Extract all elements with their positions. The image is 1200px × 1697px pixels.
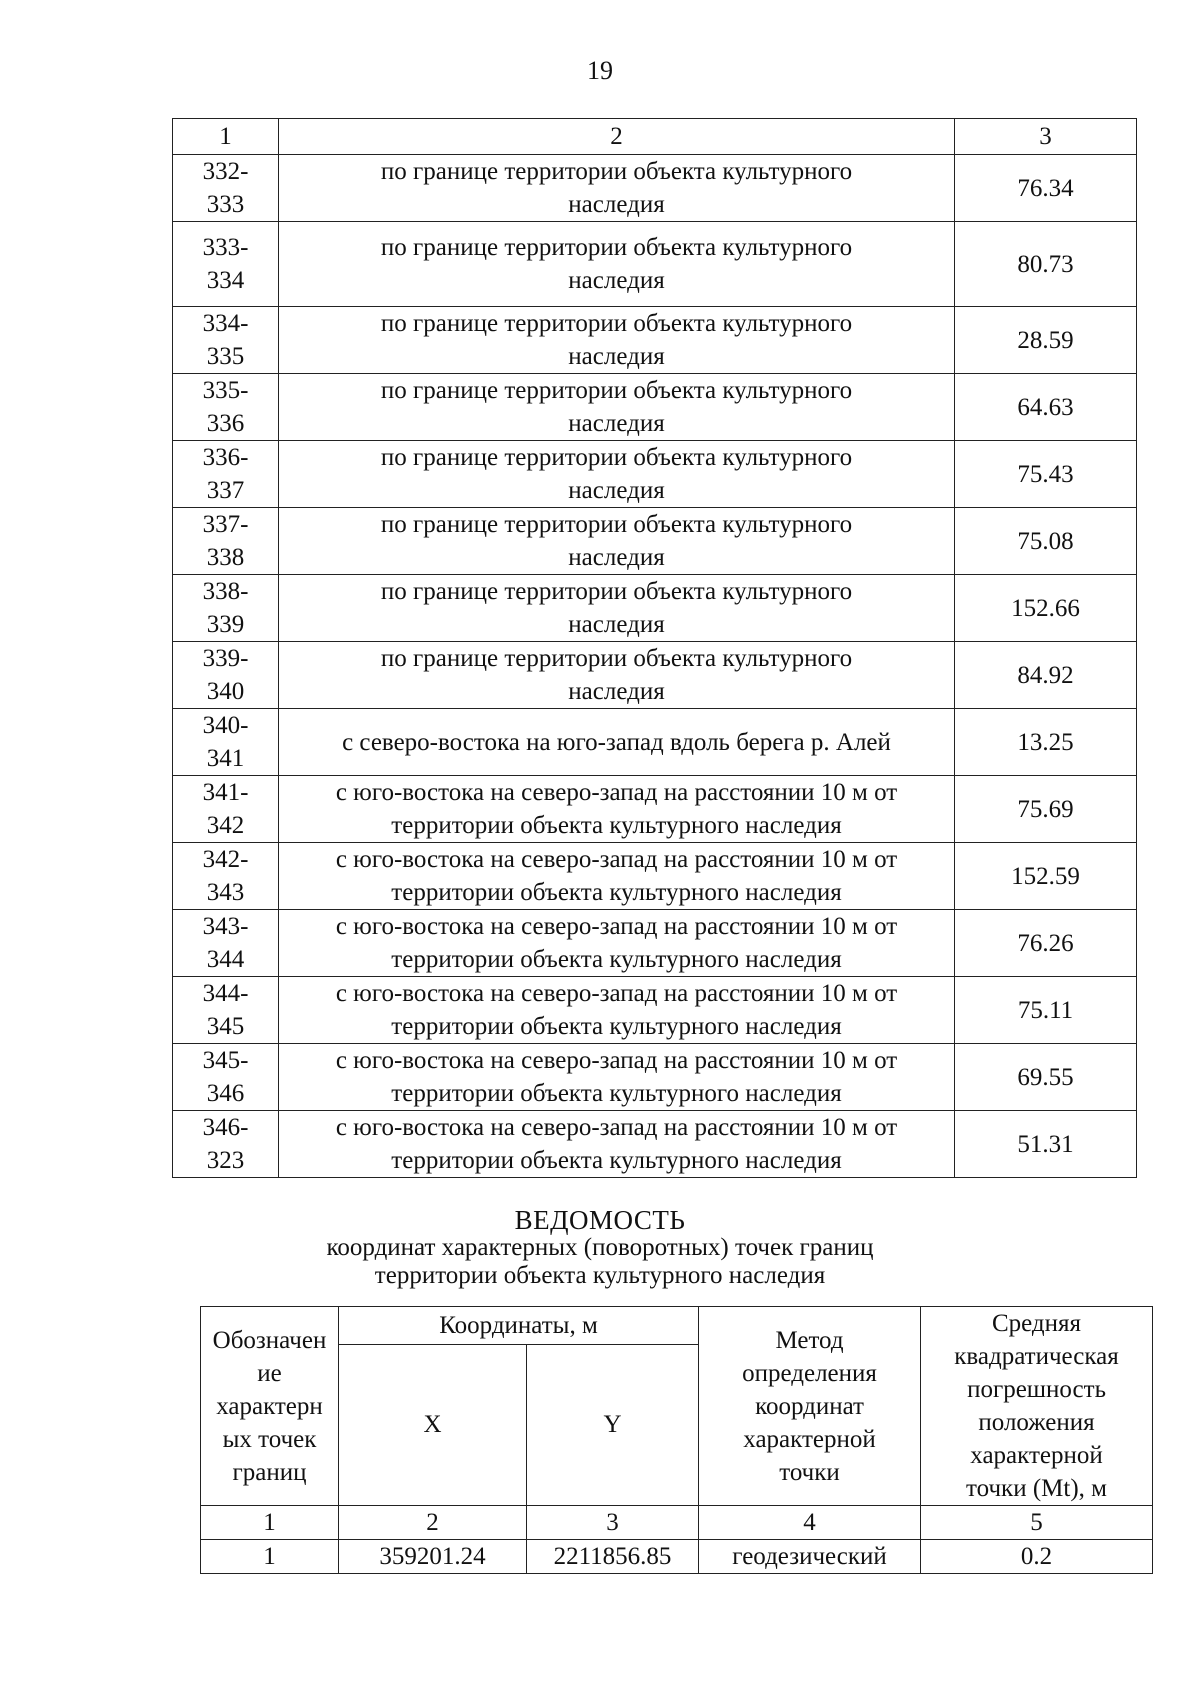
segment-point-label: 342 [206, 812, 245, 839]
segment-length-cell: 69.55 [955, 1044, 1137, 1111]
segment-description-cell [279, 977, 955, 1044]
segment-point-label: 334- [202, 310, 249, 337]
segment-length-cell: 75.11 [955, 977, 1137, 1044]
segment-description-line: по границе территории объекта культурного [380, 444, 853, 471]
segment-point-label: 338 [206, 544, 245, 571]
table-row [173, 307, 1137, 374]
column-numbers-row [201, 1506, 1153, 1540]
segment-description-cell [279, 508, 955, 575]
segment-description-line: с юго-востока на северо-запад на расстоянии 10 м от [335, 779, 898, 806]
column-number: 5 [921, 1506, 1153, 1540]
segment-description-line: по границе территории объекта культурного [380, 377, 853, 404]
table-row [201, 1540, 1153, 1574]
statement-title-block [0, 1206, 1200, 1290]
header-line: Метод [775, 1326, 844, 1354]
segment-description-cell [279, 1044, 955, 1111]
table-header-row [173, 119, 1137, 155]
segment-description-cell [279, 441, 955, 508]
table-row [173, 977, 1137, 1044]
segments-table [172, 118, 1137, 1178]
segment-description-cell [279, 843, 955, 910]
header-line: точки [779, 1458, 840, 1486]
x-cell: 359201.24 [339, 1540, 527, 1574]
error-cell: 0.2 [921, 1540, 1153, 1574]
segment-description-line: по границе территории объекта культурного [380, 511, 853, 538]
segment-points-cell [173, 1044, 279, 1111]
statement-subtitle-line: координат характерных (поворотных) точек границ [326, 1234, 874, 1261]
segment-length-cell: 152.66 [955, 575, 1137, 642]
table-row [173, 1044, 1137, 1111]
segment-point-label: 342- [202, 846, 249, 873]
segment-point-label: 335 [206, 343, 245, 370]
segment-description-line: территории объекта культурного наследия [391, 1147, 842, 1174]
segment-point-label: 323 [206, 1147, 245, 1174]
segment-points-cell [173, 977, 279, 1044]
segment-points-cell [173, 441, 279, 508]
header-line: ие [257, 1359, 282, 1387]
header-line: характерн [216, 1392, 323, 1420]
segment-description-cell [279, 307, 955, 374]
segment-description-line: по границе территории объекта культурного [380, 234, 853, 261]
segment-description-cell [279, 155, 955, 222]
segment-description-cell [279, 910, 955, 977]
segment-description-line: наследия [568, 267, 665, 294]
segment-description-cell [279, 1111, 955, 1178]
column-number: 1 [201, 1506, 339, 1540]
segment-points-cell [173, 642, 279, 709]
designation-header [201, 1307, 339, 1506]
segment-length-cell: 152.59 [955, 843, 1137, 910]
segment-point-label: 332- [202, 158, 249, 185]
segment-length-cell: 13.25 [955, 709, 1137, 776]
table-row [173, 155, 1137, 222]
statement-subtitle-line: территории объекта культурного наследия [374, 1262, 826, 1289]
segment-point-label: 339- [202, 645, 249, 672]
segment-points-cell [173, 222, 279, 307]
coordinates-table [200, 1306, 1153, 1574]
column-number: 2 [279, 119, 955, 155]
header-line: ых точек [222, 1425, 317, 1453]
segment-point-label: 337 [206, 477, 245, 504]
segment-point-label: 333- [202, 234, 249, 261]
header-line: точки (Mt), м [966, 1475, 1107, 1502]
header-line: Обозначен [212, 1326, 327, 1354]
segment-point-label: 343 [206, 879, 245, 906]
method-header [699, 1307, 921, 1506]
segment-point-label: 346- [202, 1114, 249, 1141]
segment-length-cell: 64.63 [955, 374, 1137, 441]
segment-description-cell [279, 709, 955, 776]
y-header: Y [527, 1344, 699, 1505]
segment-point-label: 340 [206, 678, 245, 705]
segment-point-label: 341 [206, 745, 245, 772]
segment-point-label: 344- [202, 980, 249, 1007]
segment-length-cell: 51.31 [955, 1111, 1137, 1178]
segment-points-cell [173, 575, 279, 642]
table-row [173, 843, 1137, 910]
segment-point-label: 338- [202, 578, 249, 605]
x-header: X [339, 1344, 527, 1505]
segment-point-label: 333 [206, 191, 245, 218]
column-number: 4 [699, 1506, 921, 1540]
segment-description-line: с юго-востока на северо-запад на расстоянии 10 м от [335, 980, 898, 1007]
header-line: характерной [970, 1442, 1103, 1469]
segment-length-cell: 75.43 [955, 441, 1137, 508]
segment-description-line: наследия [568, 343, 665, 370]
table-row [173, 575, 1137, 642]
segment-description-line: с северо-востока на юго-запад вдоль берега р. Алей [342, 728, 891, 756]
segment-description-line: по границе территории объекта культурного [380, 645, 853, 672]
segment-description-cell [279, 575, 955, 642]
segment-point-label: 336- [202, 444, 249, 471]
table-row [173, 441, 1137, 508]
header-line: границ [232, 1458, 307, 1486]
segment-description-line: территории объекта культурного наследия [391, 1080, 842, 1107]
header-line: характерной [743, 1425, 876, 1453]
segment-points-cell [173, 776, 279, 843]
segment-length-cell: 28.59 [955, 307, 1137, 374]
table-row [173, 1111, 1137, 1178]
segment-points-cell [173, 374, 279, 441]
segment-description-line: по границе территории объекта культурного [380, 578, 853, 605]
segment-description-line: наследия [568, 191, 665, 218]
segment-point-label: 340- [202, 712, 249, 739]
table-row [173, 508, 1137, 575]
column-number: 1 [173, 119, 279, 155]
segment-points-cell [173, 508, 279, 575]
segment-description-line: территории объекта культурного наследия [391, 946, 842, 973]
segment-length-cell: 80.73 [955, 222, 1137, 307]
method-cell: геодезический [699, 1540, 921, 1574]
segment-point-label: 344 [206, 946, 245, 973]
column-number: 2 [339, 1506, 527, 1540]
header-line: положения [978, 1409, 1095, 1436]
segment-description-cell [279, 222, 955, 307]
segment-description-line: наследия [568, 678, 665, 705]
header-line: определения [742, 1359, 877, 1387]
segment-point-label: 335- [202, 377, 249, 404]
segment-points-cell [173, 155, 279, 222]
segment-length-cell: 75.08 [955, 508, 1137, 575]
segment-description-line: территории объекта культурного наследия [391, 879, 842, 906]
table-row [173, 374, 1137, 441]
y-cell: 2211856.85 [527, 1540, 699, 1574]
segment-point-label: 334 [206, 267, 245, 294]
segment-description-cell [279, 776, 955, 843]
segment-point-label: 339 [206, 611, 245, 638]
table-row [173, 709, 1137, 776]
segment-description-line: наследия [568, 544, 665, 571]
header-line: погрешность [967, 1376, 1106, 1403]
page-number: 19 [587, 56, 613, 85]
segment-points-cell [173, 1111, 279, 1178]
segment-description-line: наследия [568, 611, 665, 638]
segment-point-label: 343- [202, 913, 249, 940]
table-row [173, 222, 1137, 307]
table-header-row [201, 1307, 1153, 1345]
segment-description-line: с юго-востока на северо-запад на расстоянии 10 м от [335, 1114, 898, 1141]
segment-point-label: 341- [202, 779, 249, 806]
statement-title: ВЕДОМОСТЬ [514, 1205, 686, 1235]
segment-point-label: 345- [202, 1047, 249, 1074]
segment-points-cell [173, 307, 279, 374]
segment-points-cell [173, 709, 279, 776]
segment-description-line: территории объекта культурного наследия [391, 812, 842, 839]
segment-description-line: с юго-востока на северо-запад на расстоянии 10 м от [335, 913, 898, 940]
segment-description-cell [279, 374, 955, 441]
column-number: 3 [527, 1506, 699, 1540]
error-header [921, 1307, 1153, 1506]
table-row [173, 642, 1137, 709]
segment-point-label: 346 [206, 1080, 245, 1107]
segment-description-line: наследия [568, 410, 665, 437]
segment-description-line: по границе территории объекта культурного [380, 310, 853, 337]
header-line: координат [755, 1392, 864, 1420]
header-line: Средняя [991, 1310, 1082, 1337]
table-row [173, 776, 1137, 843]
segment-length-cell: 76.34 [955, 155, 1137, 222]
segment-point-label: 336 [206, 410, 245, 437]
point-cell: 1 [201, 1540, 339, 1574]
segment-points-cell [173, 910, 279, 977]
segment-description-line: с юго-востока на северо-запад на расстоянии 10 м от [335, 1047, 898, 1074]
segment-description-line: территории объекта культурного наследия [391, 1013, 842, 1040]
column-number: 3 [955, 119, 1137, 155]
segment-point-label: 345 [206, 1013, 245, 1040]
segment-point-label: 337- [202, 511, 249, 538]
coordinates-header: Координаты, м [339, 1307, 699, 1345]
segment-length-cell: 76.26 [955, 910, 1137, 977]
segment-description-line: наследия [568, 477, 665, 504]
segment-length-cell: 84.92 [955, 642, 1137, 709]
segment-description-cell [279, 642, 955, 709]
segment-description-line: с юго-востока на северо-запад на расстоянии 10 м от [335, 846, 898, 873]
header-line: квадратическая [954, 1343, 1119, 1370]
segment-description-line: по границе территории объекта культурного [380, 158, 853, 185]
segment-length-cell: 75.69 [955, 776, 1137, 843]
segment-points-cell [173, 843, 279, 910]
table-row [173, 910, 1137, 977]
